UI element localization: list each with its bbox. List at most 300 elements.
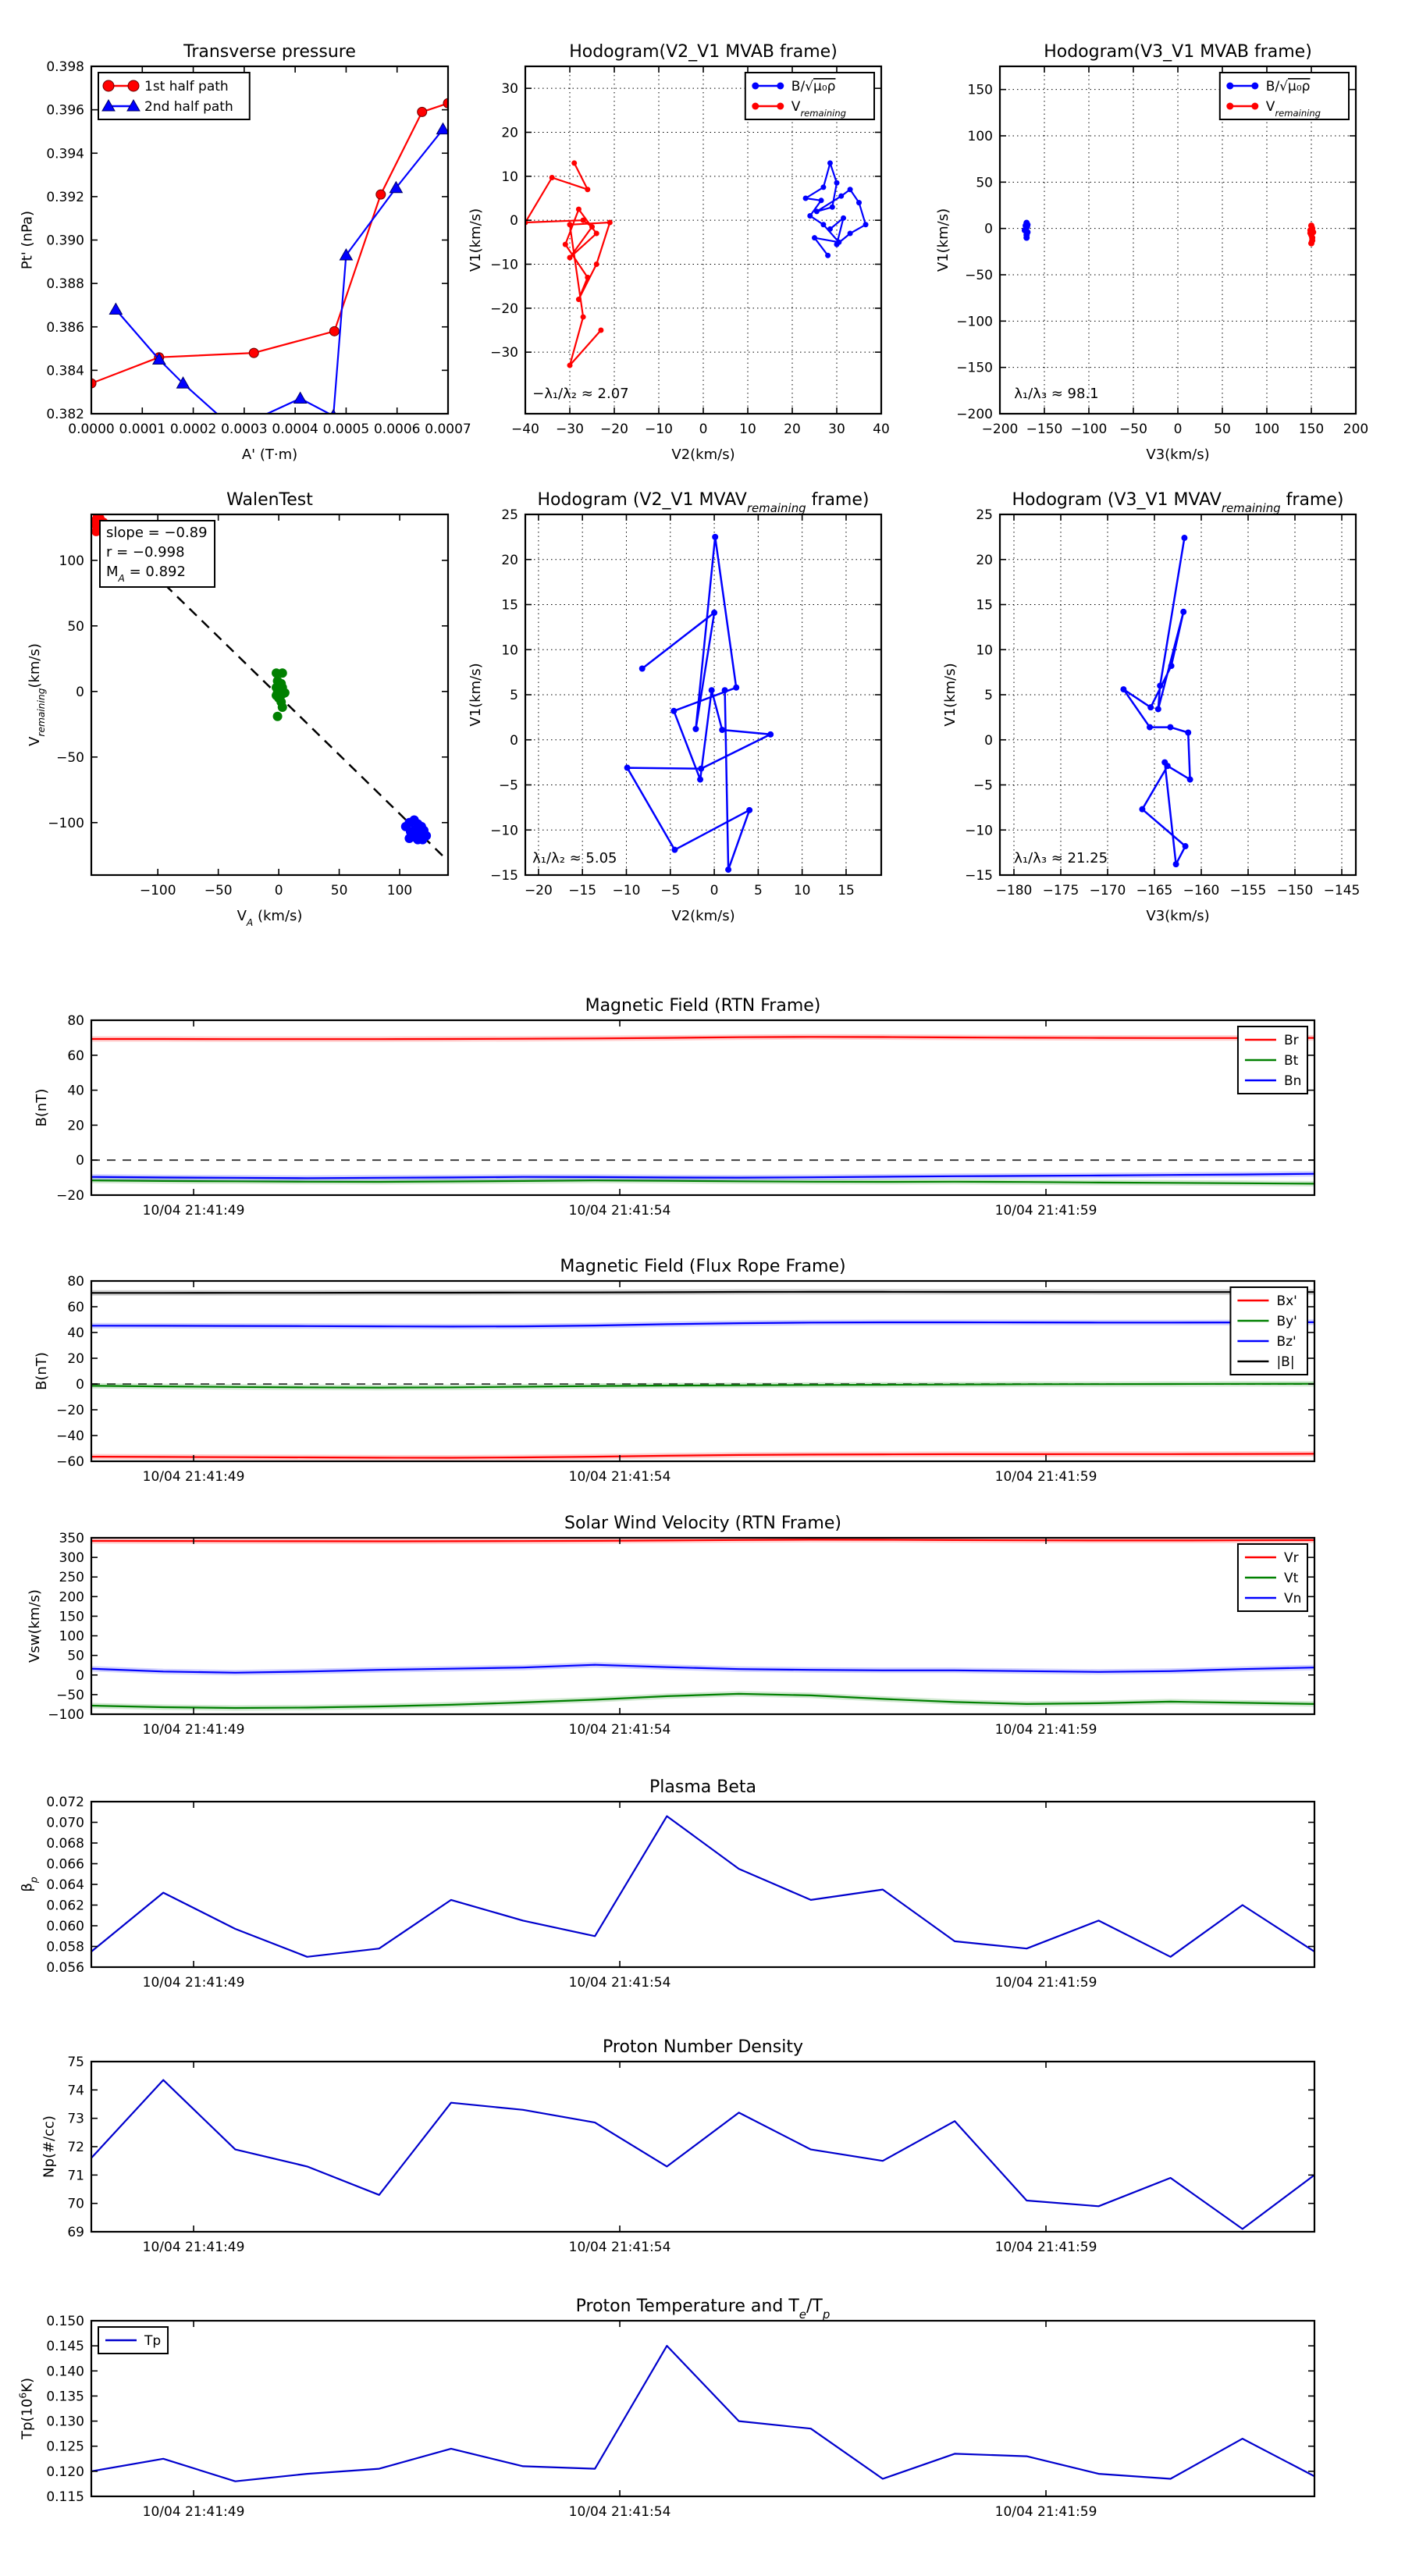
point-marker bbox=[848, 187, 853, 192]
point-marker bbox=[1185, 730, 1191, 736]
y-tick-label: 0.068 bbox=[46, 1836, 84, 1852]
y-tick-label: 0.388 bbox=[46, 276, 84, 293]
y-tick-label: 0 bbox=[984, 221, 993, 237]
y-tick-label: −20 bbox=[56, 1403, 84, 1418]
point-marker bbox=[827, 160, 833, 165]
x-tick-label: −100 bbox=[139, 883, 176, 898]
axes-box bbox=[91, 1802, 1314, 1967]
y-tick-label: 40 bbox=[67, 1083, 84, 1099]
point-marker bbox=[803, 195, 809, 201]
y-tick-label: 71 bbox=[67, 2168, 84, 2184]
y-tick-label: 350 bbox=[59, 1531, 84, 1546]
y-tick-label: 200 bbox=[59, 1589, 84, 1606]
legend-entry-label: Vr bbox=[1283, 1550, 1299, 1566]
point-marker bbox=[820, 222, 826, 227]
triangle-marker bbox=[294, 393, 307, 404]
magnetic-field-flux-rope-ylabel: B(nT) bbox=[34, 1352, 51, 1390]
hodogram-v2v1-mvab-series bbox=[523, 160, 869, 368]
y-tick-label: 0.384 bbox=[46, 363, 84, 379]
hodogram-v3v1-mvab-panel bbox=[935, 42, 1368, 463]
point-marker bbox=[576, 297, 582, 302]
walen-test-ylabel: $V_{remaining}(km/s)$ bbox=[26, 643, 47, 746]
y-tick-label: 0.140 bbox=[46, 2364, 84, 2380]
transverse-pressure-ylabel: Pt' (nPa) bbox=[19, 210, 36, 270]
legend-entry-label: Tp bbox=[144, 2333, 162, 2349]
x-tick-label: 10/04 21:41:59 bbox=[994, 1975, 1097, 1991]
y-tick-label: 0.056 bbox=[46, 1960, 84, 1976]
point-marker bbox=[1167, 724, 1173, 731]
point-marker bbox=[273, 712, 283, 721]
x-tick-label: 0.0007 bbox=[425, 422, 471, 437]
point-marker bbox=[712, 534, 718, 540]
point-marker bbox=[725, 866, 731, 873]
point-marker bbox=[103, 80, 114, 91]
legend-entry-label: Bn bbox=[1283, 1073, 1302, 1089]
x-tick-label: 40 bbox=[873, 422, 890, 437]
y-tick-label: −50 bbox=[56, 1687, 84, 1703]
y-tick-label: 20 bbox=[501, 552, 518, 568]
y-tick-label: −10 bbox=[965, 823, 993, 839]
1st half path-line bbox=[91, 103, 448, 383]
point-marker bbox=[698, 766, 704, 772]
y-tick-label: 0.062 bbox=[46, 1898, 84, 1914]
x-tick-label: 10/04 21:41:49 bbox=[142, 1203, 245, 1219]
y-tick-label: 69 bbox=[67, 2225, 84, 2240]
y-tick-label: 60 bbox=[67, 1048, 84, 1064]
x-tick-label: −50 bbox=[204, 883, 233, 898]
x-tick-label: −160 bbox=[1183, 883, 1220, 898]
x-tick-label: 10/04 21:41:59 bbox=[994, 2504, 1097, 2520]
y-tick-label: 10 bbox=[501, 642, 518, 659]
x-tick-label: 10/04 21:41:54 bbox=[568, 2240, 671, 2255]
point-marker bbox=[856, 200, 862, 205]
x-tick-label: 0.0000 bbox=[68, 422, 115, 437]
x-tick-label: 10/04 21:41:59 bbox=[994, 2240, 1097, 2255]
y-tick-label: 20 bbox=[976, 552, 993, 568]
y-tick-label: 0.135 bbox=[46, 2389, 84, 2405]
hodogram-v3v1-mvav-ylabel: V1(km/s) bbox=[942, 663, 959, 727]
x-tick-label: 200 bbox=[1343, 422, 1369, 437]
y-tick-label: 0.145 bbox=[46, 2339, 84, 2355]
x-tick-label: 15 bbox=[838, 883, 855, 898]
x-tick-label: 0.0004 bbox=[272, 422, 318, 437]
x-tick-label: 10 bbox=[793, 883, 811, 898]
x-tick-label: −150 bbox=[1026, 422, 1063, 437]
point-marker bbox=[589, 224, 595, 229]
y-tick-label: 15 bbox=[501, 597, 518, 614]
stats-line: $M_A = 0.892$ bbox=[106, 564, 186, 584]
magnetic-field-rtn-series bbox=[91, 1037, 1314, 1183]
x-tick-label: −5 bbox=[660, 883, 681, 898]
solar-wind-velocity-rtn-title: Solar Wind Velocity (RTN Frame) bbox=[564, 1514, 841, 1533]
y-tick-label: 0 bbox=[76, 1377, 84, 1393]
B-over-sqrt-mu0rho-line bbox=[806, 163, 866, 255]
x-tick-label: −150 bbox=[1276, 883, 1314, 898]
axes-box bbox=[91, 1538, 1314, 1714]
point-marker bbox=[594, 231, 599, 237]
point-marker bbox=[607, 219, 613, 225]
transverse-pressure-series bbox=[87, 98, 453, 433]
y-tick-label: −5 bbox=[973, 777, 993, 794]
point-marker bbox=[1180, 609, 1186, 615]
x-tick-label: −200 bbox=[981, 422, 1019, 437]
legend-entry-label: Vt bbox=[1283, 1571, 1299, 1586]
B-path-line bbox=[1123, 538, 1190, 864]
x-tick-label: 10/04 21:41:54 bbox=[568, 1469, 671, 1485]
legend-entry-label: Br bbox=[1283, 1033, 1299, 1048]
legend-entry-label: $V_{remaining}$ bbox=[791, 99, 847, 119]
magnetic-field-flux-rope-series bbox=[91, 1292, 1314, 1458]
y-tick-label: 70 bbox=[67, 2196, 84, 2212]
proton-temperature-legend bbox=[98, 2327, 168, 2354]
axes-box bbox=[91, 1281, 1314, 1461]
x-tick-label: 10/04 21:41:54 bbox=[568, 1722, 671, 1738]
magnetic-field-rtn-legend bbox=[1238, 1026, 1307, 1094]
x-tick-label: 10/04 21:41:49 bbox=[142, 1975, 245, 1991]
ticks bbox=[91, 1281, 1314, 1461]
point-marker bbox=[594, 262, 599, 267]
hodogram-v2v1-mvav-series bbox=[624, 534, 774, 873]
point-marker bbox=[571, 160, 577, 165]
point-marker bbox=[1147, 704, 1154, 710]
proton-number-density-panel bbox=[41, 2037, 1314, 2255]
x-tick-label: 0.0001 bbox=[119, 422, 166, 437]
y-tick-label: 250 bbox=[59, 1570, 84, 1586]
walen-test-title: WalenTest bbox=[226, 490, 313, 510]
point-marker bbox=[752, 83, 759, 90]
point-marker bbox=[576, 207, 582, 212]
point-marker bbox=[777, 103, 784, 110]
y-tick-label: 0.390 bbox=[46, 233, 84, 249]
magnetic-field-rtn-title: Magnetic Field (RTN Frame) bbox=[585, 996, 821, 1016]
point-marker bbox=[820, 184, 826, 190]
x-tick-label: 10/04 21:41:54 bbox=[568, 1203, 671, 1219]
legend-entry-label: Vn bbox=[1283, 1591, 1302, 1606]
point-marker bbox=[1226, 83, 1233, 90]
legend-entry-label: Bz' bbox=[1276, 1334, 1297, 1350]
hodogram-v2v1-mvab-annotation: −λ₁/λ₂ ≈ 2.07 bbox=[532, 385, 629, 402]
point-marker bbox=[1183, 843, 1189, 849]
x-tick-label: −145 bbox=[1323, 883, 1361, 898]
legend-entry-label: 2nd half path bbox=[144, 99, 233, 115]
ticks bbox=[91, 1538, 1314, 1714]
x-tick-label: −100 bbox=[1070, 422, 1108, 437]
x-tick-label: −155 bbox=[1229, 883, 1267, 898]
walen-test-xlabel: $V_A$ (km/s) bbox=[237, 908, 303, 928]
point-marker bbox=[711, 610, 717, 616]
point-marker bbox=[830, 205, 835, 210]
y-tick-label: 0 bbox=[76, 684, 84, 700]
point-marker bbox=[825, 253, 831, 258]
point-marker bbox=[598, 327, 603, 333]
y-tick-label: 100 bbox=[59, 1628, 84, 1645]
point-marker bbox=[404, 834, 414, 843]
proton-temperature-title: Proton Temperature and $T_e/T_p$ bbox=[575, 2297, 831, 2322]
stats-line: slope = −0.89 bbox=[106, 525, 208, 541]
2nd half path-line bbox=[116, 130, 443, 429]
y-tick-label: 0 bbox=[510, 213, 518, 229]
point-marker bbox=[1168, 663, 1175, 669]
y-tick-label: −200 bbox=[956, 407, 993, 422]
x-tick-label: 50 bbox=[330, 883, 348, 898]
x-tick-label: 150 bbox=[1298, 422, 1325, 437]
y-tick-label: 0.070 bbox=[46, 1815, 84, 1831]
hodogram-v2v1-mvab-ylabel: V1(km/s) bbox=[468, 208, 485, 272]
y-tick-label: 0.120 bbox=[46, 2464, 84, 2480]
ticks bbox=[91, 2321, 1314, 2496]
x-tick-label: 0.0003 bbox=[221, 422, 268, 437]
hodogram-v3v1-mvab-xlabel: V3(km/s) bbox=[1146, 447, 1210, 463]
point-marker bbox=[819, 197, 824, 203]
hodogram-v2v1-mvav-annotation: λ₁/λ₂ ≈ 5.05 bbox=[532, 849, 617, 866]
ticks bbox=[91, 2062, 1314, 2232]
axes-box bbox=[91, 1020, 1314, 1195]
y-tick-label: −60 bbox=[56, 1454, 84, 1470]
x-tick-label: −15 bbox=[568, 883, 597, 898]
y-tick-label: 80 bbox=[67, 1274, 84, 1290]
Tp-line bbox=[91, 2346, 1314, 2482]
transverse-pressure-panel bbox=[20, 42, 471, 463]
x-tick-label: 0.0005 bbox=[322, 422, 370, 437]
axes-box bbox=[91, 2321, 1314, 2496]
legend-entry-label: |B| bbox=[1276, 1354, 1295, 1370]
x-tick-label: −165 bbox=[1136, 883, 1173, 898]
hodogram-v3v1-mvav-xlabel: V3(km/s) bbox=[1146, 908, 1210, 924]
legend-entry-label: By' bbox=[1276, 1314, 1297, 1329]
proton-number-density-series bbox=[91, 2080, 1314, 2229]
proton-temperature-panel bbox=[18, 2297, 1315, 2520]
point-marker bbox=[841, 215, 846, 221]
hodogram-v3v1-mvab-series bbox=[1022, 220, 1316, 247]
hodogram-v2v1-mvav-ylabel: V1(km/s) bbox=[468, 663, 485, 727]
y-tick-label: 10 bbox=[501, 169, 518, 185]
point-marker bbox=[848, 231, 853, 237]
hodogram-v2v1-mvav-panel bbox=[468, 490, 881, 924]
y-tick-label: −15 bbox=[490, 868, 518, 884]
solar-wind-velocity-rtn-series bbox=[91, 1539, 1314, 1708]
y-tick-label: 30 bbox=[501, 81, 518, 98]
y-tick-label: −50 bbox=[56, 749, 84, 766]
x-tick-label: −10 bbox=[645, 422, 673, 437]
x-tick-label: 10/04 21:41:49 bbox=[142, 2240, 245, 2255]
x-tick-label: 10/04 21:41:59 bbox=[994, 1203, 1097, 1219]
solar-wind-velocity-rtn-legend bbox=[1238, 1544, 1307, 1611]
point-marker bbox=[639, 666, 646, 672]
point-marker bbox=[719, 727, 725, 733]
y-tick-label: −20 bbox=[56, 1188, 84, 1204]
point-marker bbox=[278, 668, 287, 678]
y-tick-label: 15 bbox=[976, 597, 993, 614]
point-marker bbox=[746, 807, 752, 813]
triangle-marker bbox=[327, 410, 340, 421]
beta-p-line bbox=[91, 1816, 1314, 1957]
x-tick-label: 10 bbox=[739, 422, 756, 437]
y-tick-label: −20 bbox=[490, 301, 518, 317]
x-tick-label: 50 bbox=[1214, 422, 1231, 437]
proton-number-density-title: Proton Number Density bbox=[603, 2037, 803, 2057]
point-marker bbox=[807, 213, 813, 219]
ticks bbox=[91, 1020, 1314, 1195]
y-tick-label: −40 bbox=[56, 1429, 84, 1444]
legend-entry-label: B/√μ₀ρ bbox=[1265, 79, 1311, 94]
x-tick-label: 10/04 21:41:54 bbox=[568, 2504, 671, 2520]
x-tick-label: −175 bbox=[1042, 883, 1080, 898]
x-tick-label: 10/04 21:41:49 bbox=[142, 1722, 245, 1738]
y-tick-label: 0.394 bbox=[46, 146, 84, 162]
hodogram-v2v1-mvab-title: Hodogram(V2_V1 MVAB frame) bbox=[569, 42, 838, 62]
triangle-marker bbox=[109, 304, 122, 315]
y-tick-label: 74 bbox=[67, 2083, 84, 2099]
x-tick-label: −180 bbox=[995, 883, 1033, 898]
x-tick-label: 10/04 21:41:59 bbox=[994, 1469, 1097, 1485]
hodogram-v2v1-mvab-legend bbox=[745, 73, 874, 119]
solar-wind-velocity-rtn-panel bbox=[27, 1514, 1314, 1738]
point-marker bbox=[1024, 223, 1030, 229]
x-tick-label: 0 bbox=[710, 883, 719, 898]
transverse-pressure-title: Transverse pressure bbox=[183, 42, 356, 62]
x-tick-label: 0.0006 bbox=[373, 422, 421, 437]
point-marker bbox=[624, 765, 631, 771]
point-marker bbox=[249, 348, 258, 358]
y-tick-label: 5 bbox=[510, 688, 518, 703]
legend-entry-label: 1st half path bbox=[144, 79, 229, 94]
x-tick-label: 0 bbox=[274, 883, 283, 898]
y-tick-label: 150 bbox=[59, 1609, 84, 1625]
point-marker bbox=[752, 103, 759, 110]
x-tick-label: −170 bbox=[1089, 883, 1126, 898]
magnetic-field-flux-rope-legend bbox=[1230, 1287, 1307, 1375]
transverse-pressure-xlabel: A' (T·m) bbox=[241, 447, 298, 463]
point-marker bbox=[692, 726, 699, 732]
transverse-pressure-legend bbox=[98, 73, 250, 119]
x-tick-label: 20 bbox=[784, 422, 801, 437]
point-marker bbox=[834, 180, 840, 186]
y-tick-label: 80 bbox=[67, 1013, 84, 1029]
magnetic-field-flux-rope-title: Magnetic Field (Flux Rope Frame) bbox=[560, 1257, 846, 1276]
y-tick-label: 0.396 bbox=[46, 102, 84, 119]
x-tick-label: −10 bbox=[612, 883, 641, 898]
point-marker bbox=[838, 194, 844, 199]
point-marker bbox=[567, 255, 573, 261]
y-tick-label: 0.058 bbox=[46, 1939, 84, 1955]
y-tick-label: 50 bbox=[67, 1648, 84, 1664]
axes-box bbox=[1000, 514, 1356, 875]
point-marker bbox=[567, 222, 573, 227]
axes-box bbox=[91, 2062, 1314, 2232]
y-tick-label: −50 bbox=[965, 268, 993, 283]
point-marker bbox=[827, 226, 833, 232]
solar-wind-velocity-rtn-ylabel: Vsw(km/s) bbox=[26, 1589, 43, 1663]
y-tick-label: 25 bbox=[976, 507, 993, 523]
x-tick-label: 30 bbox=[828, 422, 845, 437]
proton-temperature-series bbox=[91, 2346, 1314, 2482]
x-tick-label: 10/04 21:41:49 bbox=[142, 2504, 245, 2520]
y-tick-label: 0 bbox=[76, 1667, 84, 1684]
point-marker bbox=[418, 835, 427, 845]
x-tick-label: 10/04 21:41:59 bbox=[994, 1722, 1097, 1738]
y-tick-label: −150 bbox=[956, 360, 993, 376]
x-tick-label: 10/04 21:41:54 bbox=[568, 1975, 671, 1991]
y-tick-label: 150 bbox=[967, 82, 993, 98]
x-tick-label: 0 bbox=[1173, 422, 1183, 437]
y-tick-label: 20 bbox=[67, 1351, 84, 1367]
hodogram-v3v1-mvav-annotation: λ₁/λ₃ ≈ 21.25 bbox=[1014, 849, 1108, 866]
y-tick-label: 0.072 bbox=[46, 1795, 84, 1810]
y-tick-label: 50 bbox=[67, 618, 84, 635]
ticks bbox=[1000, 514, 1356, 875]
point-marker bbox=[1226, 103, 1233, 110]
y-tick-label: 0 bbox=[984, 732, 993, 749]
plasma-beta-series bbox=[91, 1816, 1314, 1957]
point-marker bbox=[376, 190, 386, 199]
point-marker bbox=[697, 777, 703, 783]
magnetic-field-rtn-panel bbox=[34, 996, 1314, 1219]
point-marker bbox=[585, 275, 590, 280]
grid bbox=[525, 514, 881, 875]
x-tick-label: −20 bbox=[524, 883, 553, 898]
y-tick-label: 0.392 bbox=[46, 189, 84, 205]
Np-line bbox=[91, 2080, 1314, 2229]
y-tick-label: 0.060 bbox=[46, 1919, 84, 1934]
y-tick-label: 0.386 bbox=[46, 319, 84, 336]
point-marker bbox=[777, 83, 784, 90]
point-marker bbox=[733, 685, 739, 691]
y-tick-label: −10 bbox=[490, 823, 518, 839]
point-marker bbox=[550, 175, 555, 180]
proton-number-density-ylabel: Np(#/cc) bbox=[41, 2115, 58, 2178]
x-tick-label: −30 bbox=[556, 422, 584, 437]
hodogram-v3v1-mvab-ylabel: V1(km/s) bbox=[934, 208, 951, 272]
hodogram-v2v1-mvav-xlabel: V2(km/s) bbox=[671, 908, 735, 924]
y-tick-label: 0.125 bbox=[46, 2439, 84, 2455]
Vt-halo bbox=[91, 1694, 1314, 1708]
y-tick-label: −100 bbox=[48, 815, 84, 831]
y-tick-label: 20 bbox=[67, 1118, 84, 1134]
point-marker bbox=[1120, 686, 1126, 692]
point-marker bbox=[581, 315, 586, 320]
x-tick-label: −50 bbox=[1119, 422, 1147, 437]
y-tick-label: −5 bbox=[498, 777, 518, 794]
point-marker bbox=[1023, 235, 1030, 241]
legend-entry-label: $V_{remaining}$ bbox=[1265, 99, 1321, 119]
y-tick-label: −100 bbox=[956, 314, 993, 330]
point-marker bbox=[863, 222, 869, 227]
y-tick-label: 0.130 bbox=[46, 2414, 84, 2430]
y-tick-label: 0.150 bbox=[46, 2314, 84, 2329]
y-tick-label: −100 bbox=[48, 1707, 84, 1723]
grid bbox=[1000, 514, 1356, 875]
y-tick-label: 0.115 bbox=[46, 2489, 84, 2505]
x-tick-label: 10/04 21:41:49 bbox=[142, 1469, 245, 1485]
y-tick-label: 0.066 bbox=[46, 1856, 84, 1873]
y-tick-label: 10 bbox=[976, 642, 993, 659]
x-tick-label: −20 bbox=[600, 422, 628, 437]
point-marker bbox=[1181, 535, 1187, 541]
hodogram-v3v1-mvab-title: Hodogram(V3_V1 MVAB frame) bbox=[1044, 42, 1312, 62]
hodogram-v2v1-mvab-xlabel: V2(km/s) bbox=[671, 447, 735, 463]
plasma-beta-panel bbox=[20, 1777, 1315, 1991]
point-marker bbox=[1155, 706, 1161, 712]
y-tick-label: 0.398 bbox=[46, 59, 84, 75]
stats-line: r = −0.998 bbox=[106, 544, 185, 560]
walen-test-panel bbox=[27, 490, 448, 928]
hodogram-v3v1-mvab-annotation: λ₁/λ₃ ≈ 98.1 bbox=[1014, 385, 1099, 402]
point-marker bbox=[1251, 103, 1258, 110]
hodogram-v3v1-mvav-panel bbox=[942, 490, 1360, 924]
y-tick-label: −15 bbox=[965, 868, 993, 884]
plasma-beta-title: Plasma Beta bbox=[649, 1777, 756, 1797]
x-tick-label: 100 bbox=[1254, 422, 1280, 437]
